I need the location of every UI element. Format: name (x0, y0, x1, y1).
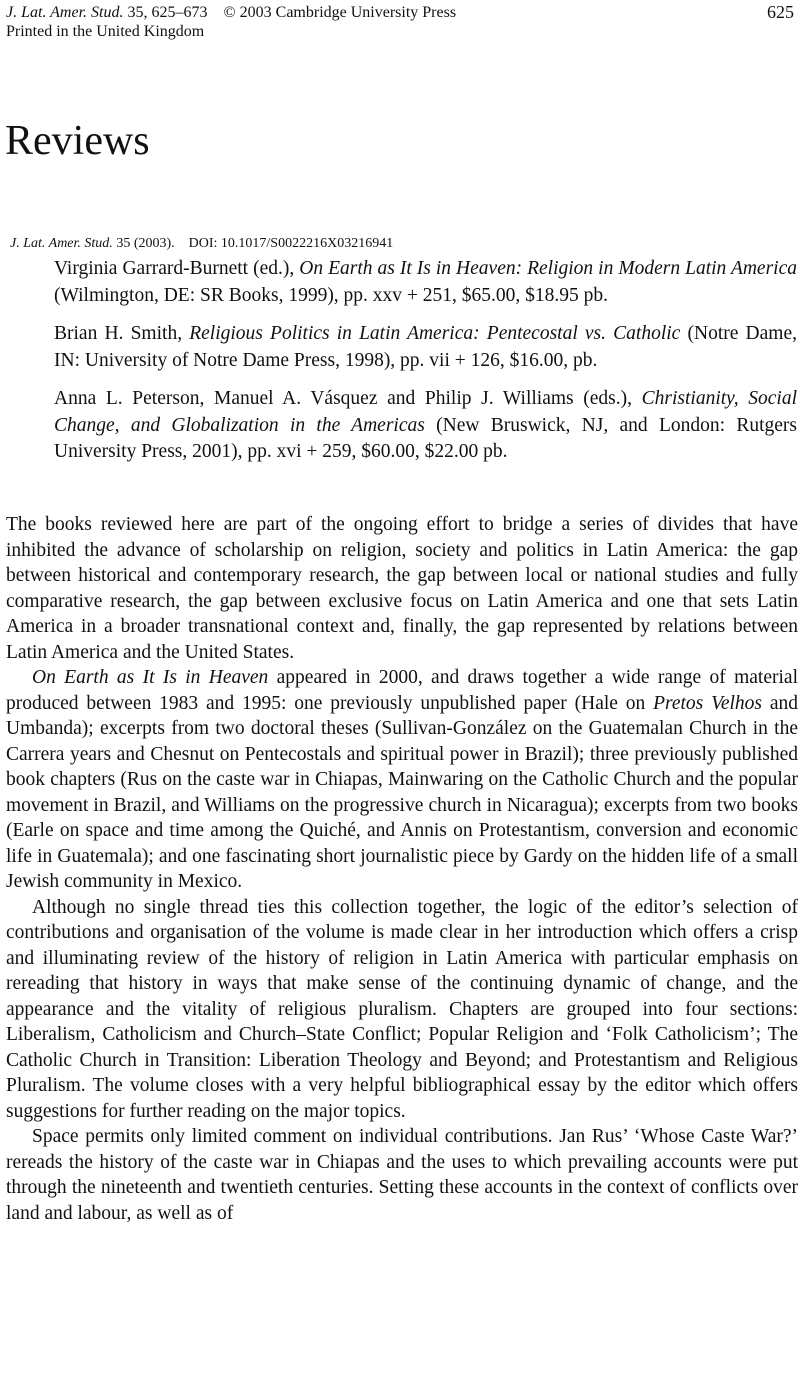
journal-abbrev: J. Lat. Amer. Stud. (6, 4, 124, 21)
doi-volume: 35 (116, 236, 131, 251)
book-entry (54, 321, 797, 374)
citation-volume-pages: 35, 625–673 (127, 4, 208, 21)
citation-line (6, 3, 456, 22)
italic-term: Pretos Velhos (653, 692, 763, 714)
section-title: Reviews (5, 118, 150, 164)
book-title: On Earth as It Is in Heaven: Religion in Modern Latin America (299, 258, 798, 279)
doi-identifier: DOI: 10.1017/S0022216X03216941 (188, 236, 394, 251)
book-details: (New Bruswick, NJ, and London: Rutgers University Press, 2001), pp. xvi + 259, $60.00, $22.00 pb. (54, 414, 797, 462)
book-details: (Notre Dame, IN: University of Notre Dame Press, 1998), pp. vii + 126, $16.00, pb. (54, 323, 797, 371)
book-entry (54, 256, 797, 309)
running-header (6, 3, 456, 41)
book-title: Christianity, Social Change, and Globalization in the Americas (54, 388, 797, 436)
book-entry (54, 386, 797, 466)
paragraph-contents (6, 665, 798, 895)
page-number: 625 (767, 2, 794, 22)
book-details: (Wilmington, DE: SR Books, 1999), pp. xxv + 251, $65.00, $18.95 pb. (54, 284, 609, 306)
copyright-notice: © 2003 Cambridge University Press (223, 4, 457, 21)
review-body (6, 512, 798, 1226)
book-author: Anna L. Peterson, Manuel A. Vásquez and Philip J. Williams (eds.), (54, 388, 642, 409)
paragraph-organisation: Although no single thread ties this collection together, the logic of the editor’s selection of contributions and organisation of the volume is made clear in her introduction which offers a crisp and illuminating review of the history of religion in Latin America with particular emphasis on rereading that history in ways that make sense of the continuing dynamic of change, and the appearance and the vitality of religious pluralism. Chapters are grouped into four sections: Liberalism, Catholicism and Church–State Conflict; Popular Religion and ‘Folk Catholicism’; The Catholic Church in Transition: Liberation Theology and Beyond; and Protestantism and Religious Pluralism. The volume closes with a very helpful bibliographical essay by the editor which offers suggestions for further reading on the major topics. (6, 896, 798, 1122)
italic-title: On Earth as It Is in Heaven (32, 667, 269, 688)
reviewed-books (54, 256, 797, 478)
book-author: Brian H. Smith, (54, 323, 190, 344)
doi-year: (2003). (133, 236, 175, 251)
book-author: Virginia Garrard-Burnett (ed.), (54, 258, 300, 279)
paragraph-contributions: Space permits only limited comment on individual contributions. Jan Rus’ ‘Whose Caste War?’ rereads the history of the caste war in Chiapas and the uses to which prevailing accounts were put through the nineteenth and twentieth centuries. Setting these accounts in the context of conflicts over land and labour, as well as of (6, 1126, 798, 1224)
printed-line: Printed in the United Kingdom (6, 23, 205, 40)
paragraph-text: appeared in 2000, and draws together a wide range of material produced between 1983 and 1995: one previously unpublished paper (Hale on (6, 667, 798, 714)
paragraph-text: and Umbanda); excerpts from two doctoral theses (Sullivan-González on the Guatemalan Church in the Carrera years and Chesnut on Pentecostals and spiritual power in Brazil); three previously published book chapters (Rus on the caste war in Chiapas, Mainwaring on the Catholic Church and the popular movement in Brazil, and Williams on the progressive church in Nicaragua); excerpts from two books (Earle on space and time among the Quiché, and Annis on Protestantism, conversion and economic life in Guatemala); and one fascinating short journalistic piece by Gardy on the hidden life of a small Jewish community in Mexico. (6, 692, 798, 892)
book-title: Religious Politics in Latin America: Pentecostal vs. Catholic (189, 323, 681, 344)
doi-journal: J. Lat. Amer. Stud. (10, 236, 113, 251)
doi-line (10, 236, 393, 252)
paragraph-intro: The books reviewed here are part of the ongoing effort to bridge a series of divides that have inhibited the advance of scholarship on religion, society and politics in Latin America: the gap between historical and contemporary research, the gap between local or national studies and fully comparative research, the gap between exclusive focus on Latin America and one that sets Latin America in a broader transnational context and, finally, the gap represented by relations between Latin America and the United States. (6, 514, 798, 663)
